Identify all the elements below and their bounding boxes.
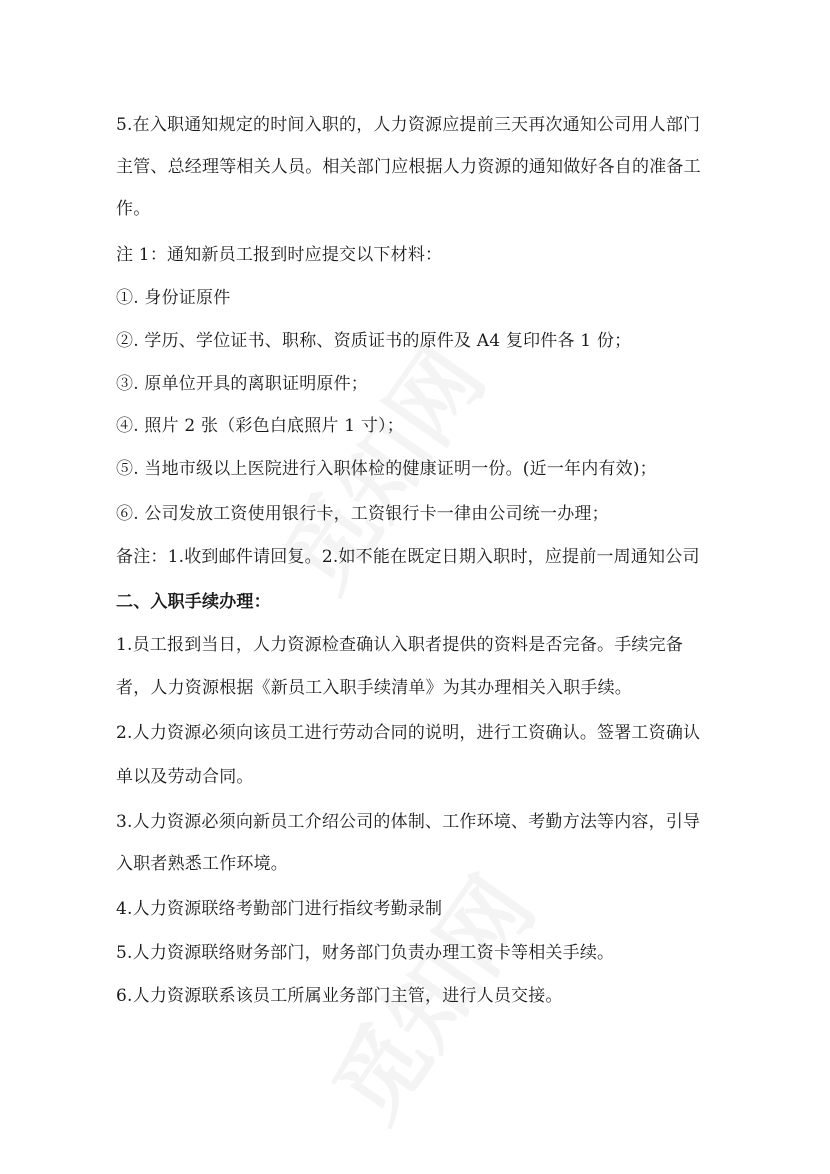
list-item: ⑤. 当地市级以上医院进行入职体检的健康证明一份。(近一年内有效)； — [116, 459, 657, 479]
section-heading: 二、入职手续办理： — [116, 592, 271, 612]
paragraph-line: 入职者熟悉工作环境。 — [116, 854, 288, 874]
paragraph-line: 者，人力资源根据《新员工入职手续清单》为其办理相关入职手续。 — [116, 678, 632, 698]
paragraph-line: 5.在入职通知规定的时间入职的，人力资源应提前三天再次通知公司用人部门 — [116, 115, 701, 135]
note-heading: 注 1：通知新员工报到时应提交以下材料： — [116, 245, 443, 265]
list-item: ②. 学历、学位证书、职称、资质证书的原件及 A4 复印件各 1 份； — [116, 331, 632, 351]
paragraph-line: 1.员工报到当日，人力资源检查确认入职者提供的资料是否完备。手续完备 — [116, 635, 684, 655]
list-item: ①. 身份证原件 — [116, 288, 231, 308]
paragraph-line: 主管、总经理等相关人员。相关部门应根据人力资源的通知做好各自的准备工 — [116, 157, 701, 177]
paragraph-line: 2.人力资源必须向该员工进行劳动合同的说明，进行工资确认。签署工资确认 — [116, 723, 701, 743]
paragraph-line: 作。 — [116, 199, 151, 219]
list-item: ④. 照片 2 张（彩色白底照片 1 寸）； — [116, 416, 404, 436]
remark-line: 备注：1.收到邮件请回复。2.如不能在既定日期入职时，应提前一周通知公司 — [116, 547, 700, 567]
paragraph-line: 3.人力资源必须向新员工介绍公司的体制、工作环境、考勤方法等内容，引导 — [116, 812, 701, 832]
paragraph-line: 6.人力资源联系该员工所属业务部门主管，进行人员交接。 — [116, 986, 563, 1006]
list-item: ⑥. 公司发放工资使用银行卡，工资银行卡一律由公司统一办理； — [116, 504, 609, 524]
paragraph-line: 单以及劳动合同。 — [116, 767, 254, 787]
paragraph-line: 5.人力资源联络财务部门，财务部门负责办理工资卡等相关手续。 — [116, 943, 615, 963]
paragraph-line: 4.人力资源联络考勤部门进行指纹考勤录制 — [116, 899, 443, 919]
list-item: ③. 原单位开具的离职证明原件； — [116, 374, 369, 394]
